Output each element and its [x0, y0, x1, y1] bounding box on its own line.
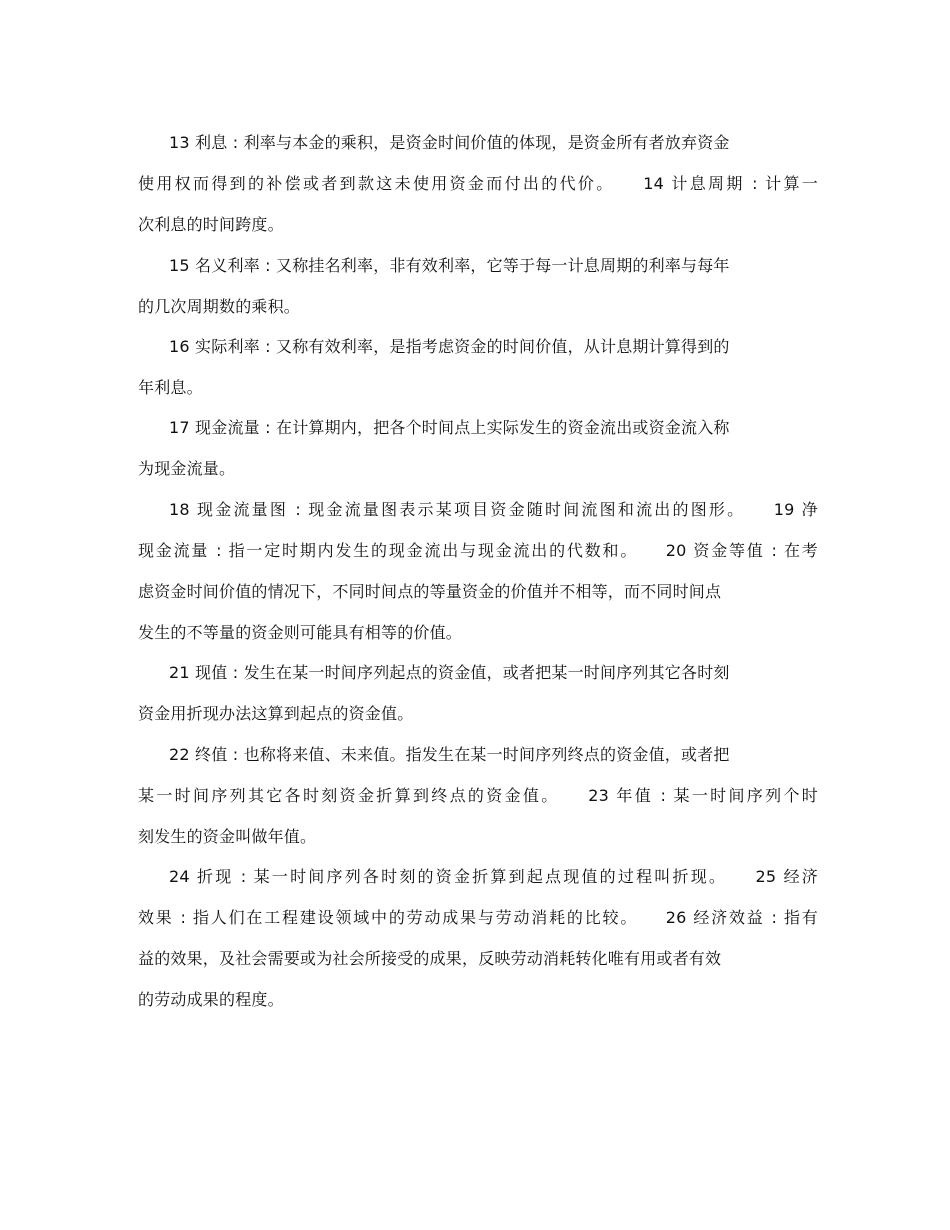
text-line: 某一时间序列其它各时刻资金折算到终点的资金值。 23 年值 : 某一时间序列个时 — [138, 786, 818, 805]
text-line: 13 利息 : 利率与本金的乘积，是资金时间价值的体现，是资金所有者放弃资金 — [169, 133, 730, 152]
text-line: 效果 : 指人们在工程建设领域中的劳动成果与劳动消耗的比较。 26 经济效益 : 指有 — [138, 908, 818, 927]
paragraph-term-16 — [138, 326, 818, 408]
text-line: 年利息。 — [138, 378, 203, 397]
text-line: 为现金流量。 — [138, 459, 236, 478]
paragraph-term-18-20 — [138, 489, 818, 653]
text-line: 虑资金时间价值的情况下，不同时间点的等量资金的价值并不相等，而不同时间点 — [138, 582, 722, 601]
text-line: 15 名义利率 : 又称挂名利率，非有效利率，它等于每一计息周期的利率与每年 — [169, 256, 730, 275]
paragraph-term-22-23 — [138, 734, 818, 857]
text-line: 资金用折现办法这算到起点的资金值。 — [138, 704, 414, 723]
text-line: 22 终值 : 也称将来值、未来值。指发生在某一时间序列终点的资金值，或者把 — [169, 745, 730, 764]
paragraph-term-17 — [138, 407, 818, 489]
paragraph-term-24-26 — [138, 856, 818, 1020]
text-line: 18 现金流量图 : 现金流量图表示某项目资金随时间流图和流出的图形。 19 净 — [169, 500, 818, 519]
text-line: 17 现金流量 : 在计算期内，把各个时间点上实际发生的资金流出或资金流入称 — [169, 418, 730, 437]
paragraph-term-13-14 — [138, 122, 818, 245]
text-line: 的劳动成果的程度。 — [138, 990, 284, 1009]
text-line: 现金流量 : 指一定时期内发生的现金流出与现金流出的代数和。 20 资金等值 : 在考 — [138, 541, 818, 560]
text-line: 24 折现 : 某一时间序列各时刻的资金折算到起点现值的过程叫折现。 25 经济 — [169, 867, 818, 886]
paragraph-term-15 — [138, 245, 818, 327]
text-line: 刻发生的资金叫做年值。 — [138, 827, 317, 846]
text-line: 的几次周期数的乘积。 — [138, 297, 301, 316]
text-line: 16 实际利率 : 又称有效利率，是指考虑资金的时间价值，从计息期计算得到的 — [169, 337, 730, 356]
paragraph-term-21 — [138, 652, 818, 734]
text-line: 发生的不等量的资金则可能具有相等的价值。 — [138, 623, 463, 642]
text-line: 益的效果，及社会需要或为社会所接受的成果，反映劳动消耗转化唯有用或者有效 — [138, 949, 722, 968]
text-line: 使用权而得到的补偿或者到款这未使用资金而付出的代价。 14 计息周期 : 计算一 — [138, 174, 818, 193]
text-line: 次利息的时间跨度。 — [138, 215, 284, 234]
text-line: 21 现值 : 发生在某一时间序列起点的资金值，或者把某一时间序列其它各时刻 — [169, 663, 730, 682]
